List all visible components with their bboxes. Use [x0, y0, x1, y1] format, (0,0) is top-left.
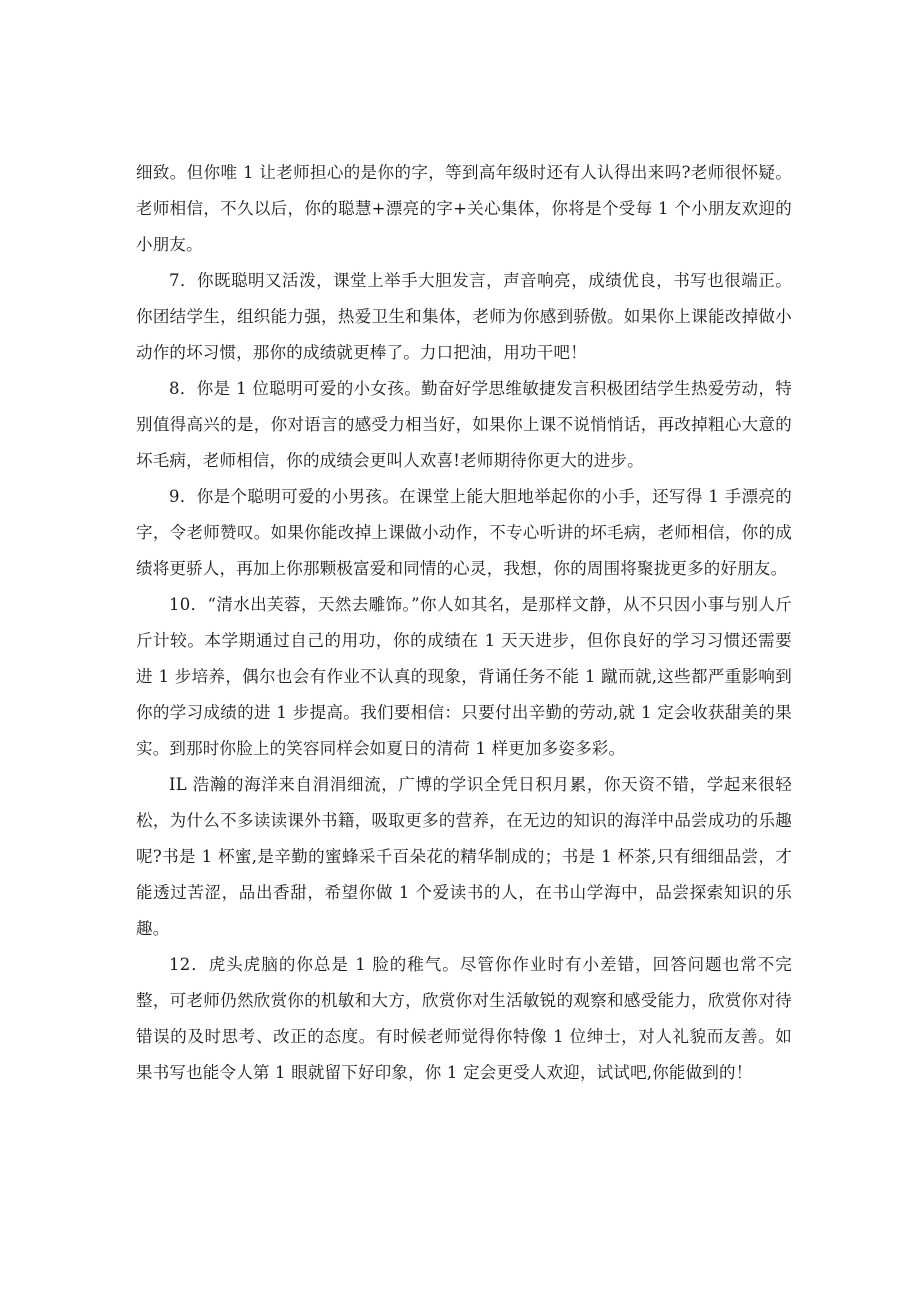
- paragraph-7: 7．你既聪明又活泼，课堂上举手大胆发言，声音响亮，成绩优良，书写也很端正。你团结学生，组织能力强，热爱卫生和集体，老师为你感到骄傲。如果你上课能改掉做小动作的坏习惯，那你的成绩就更棒了。力口把油，用功干吧！: [136, 271, 792, 362]
- paragraph-9: 9．你是个聪明可爱的小男孩。在课堂上能大胆地举起你的小手，还写得 1 手漂亮的字，令老师赞叹。如果你能改掉上课做小动作，不专心听讲的坏毛病，老师相信，你的成绩将更骄人，再加上你那颗极富爱和同情的心灵，我想，你的周围将聚拢更多的好朋友。: [136, 487, 792, 578]
- paragraph-continued: 细致。但你唯 1 让老师担心的是你的字，等到高年级时还有人认得出来吗?老师很怀疑。老师相信，不久以后，你的聪慧+漂亮的字+关心集体，你将是个受每 1 个小朋友欢迎的小朋友。: [136, 163, 792, 254]
- paragraph-12: 12．虎头虎脑的你总是 1 脸的稚气。尽管你作业时有小差错，回答问题也常不完整，可老师仍然欣赏你的机敏和大方，欣赏你对生活敏锐的观察和感受能力，欣赏你对待错误的及时思考、改正的态度。有时候老师觉得你特像 1 位绅士，对人礼貌而友善。如果书写也能令人第 1 眼就留下好印象，你 1 定会更受人欢迎，试试吧,你能做到的！: [136, 955, 792, 1082]
- paragraph-10: 10．“清水出芙蓉，天然去雕饰。”你人如其名，是那样文静，从不只因小事与别人斤斤计较。本学期通过自己的用功，你的成绩在 1 天天进步，但你良好的学习习惯还需要进 1 步培养，偶尔也会有作业不认真的现象，背诵任务不能 1 蹴而就,这些都严重影响到你的学习成绩的进 1 步提高。我们要相信：只要付出辛勤的劳动,就 1 定会收获甜美的果实。到那时你脸上的笑容同样会如夏日的清荷 1 样更加多姿多彩。: [136, 595, 792, 758]
- paragraph-11: IL 浩瀚的海洋来自涓涓细流，广博的学识全凭日积月累，你天资不错，学起来很轻松，为什么不多读读课外书籍，吸取更多的营养，在无边的知识的海洋中品尝成功的乐趣呢?书是 1 杯蜜,是辛勤的蜜蜂采千百朵花的精华制成的；书是 1 杯茶,只有细细品尝，才能透过苦涩，品出香甜，希望你做 1 个爱读书的人，在书山学海中，品尝探索知识的乐趣。: [136, 775, 792, 938]
- paragraph-8: 8．你是 1 位聪明可爱的小女孩。勤奋好学思维敏捷发言积极团结学生热爱劳动，特别值得高兴的是，你对语言的感受力相当好，如果你上课不说悄悄话，再改掉粗心大意的坏毛病，老师相信，你的成绩会更叫人欢喜!老师期待你更大的进步。: [136, 379, 792, 470]
- document-body: [136, 155, 792, 1091]
